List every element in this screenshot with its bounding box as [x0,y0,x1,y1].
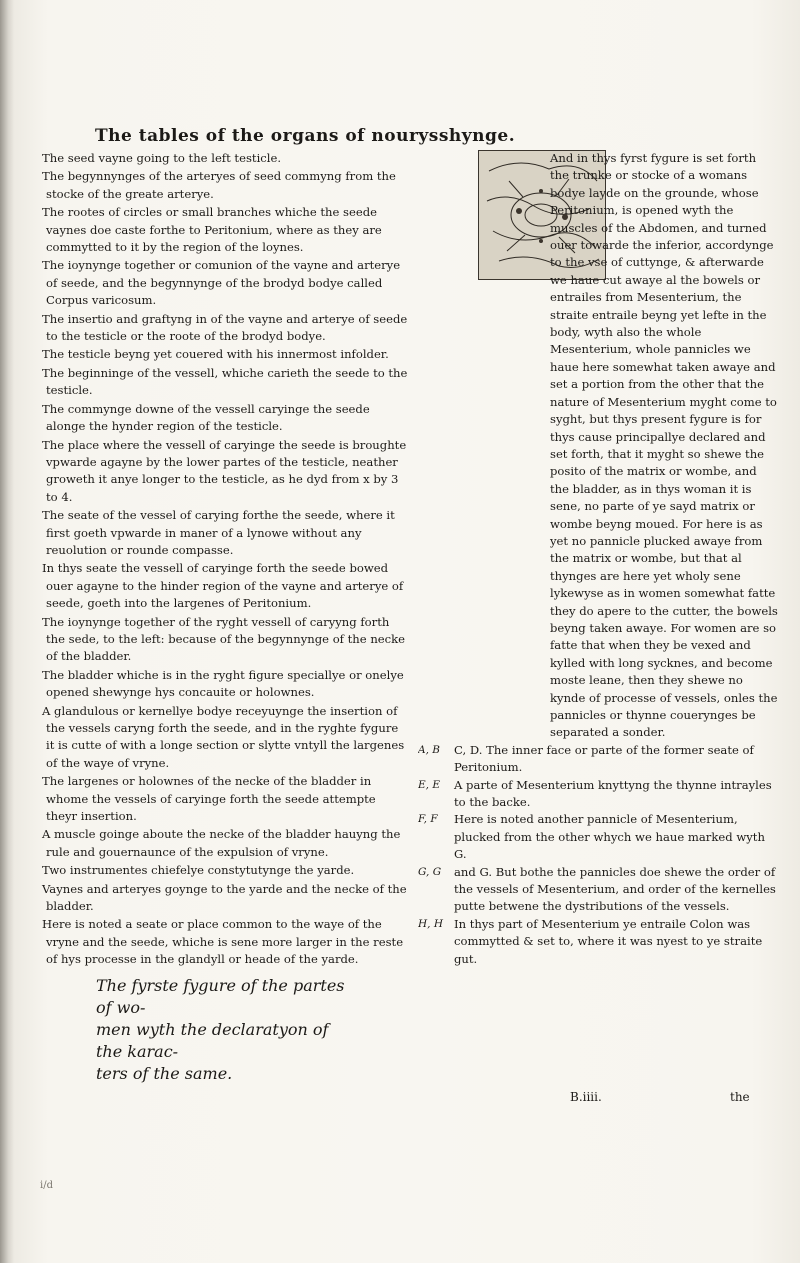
list-item: The ioynynge together of the ryght vessell of caryyng forth the sede, to the left: because of the begynnynge of the necke of the bladder. [42,614,406,664]
list-item: E, E A parte of Mesenterium knyttyng the thynne intrayles to the backe. [418,777,772,810]
list-item: The rootes of circles or small branches whiche the seede vaynes doe caste forthe to Peritonium, where as they are commytted to it by the region of the loynes. [42,205,382,255]
left-column [30,150,410,1070]
list-item: The place where the vessell of caryinge the seede is broughte vpwarde agayne by the lower partes of the testicle, neather groweth it anye longer to the testicle, as he dyd from x by 3 to 4. [42,437,407,504]
list-item: G, G and G. But bothe the pannicles doe shewe the order of the vessels of Mesenterium, and order of the kernelles putte betwene the dystributions of the vessels. [418,864,776,914]
list-item: A muscle goinge aboute the necke of the bladder hauyng the rule and gouernaunce of the expulsion of vryne. [42,827,401,859]
footer-signature [530,1090,770,1116]
right-column [418,150,778,970]
list-item: The testicle beyng yet couered with his innermost infolder. [42,347,389,362]
list-item: The bladder whiche is in the ryght figure speciallye or onelye opened shewynge hys concauite or holownes. [42,667,404,700]
list-item: The seed vayne going to the left testicle. [42,151,282,165]
page-header: The tables of the organs of nourysshynge. [95,126,516,146]
list-item: F, F Here is noted another pannicle of Mesenterium, plucked from the other whych we haue marked wyth G. [418,812,765,862]
list-item: The beginninge of the vessell, whiche carieth the seede to the testicle. [42,365,408,398]
list-item: The begynnynges of the arteryes of seed commyng from the stocke of the greate arterye. [42,169,396,201]
list-item: H, H In thys part of Mesenterium ye entraile Colon was commytted & set to, where it was nyest to ye straite gut. [418,916,763,966]
caption-line: The fyrste fygure of the partes of wo- [96,976,345,1017]
figure-caption [96,975,356,1085]
catchword: the [730,1090,750,1104]
list-item: Vaynes and arteryes goynge to the yarde and the necke of the bladder. [42,881,407,914]
list-item [418,968,778,970]
list-item: Two instrumentes chiefelye constytutynge the yarde. [42,863,355,878]
list-item: The seate of the vessel of carying forthe the seede, where it first goeth vpwarde in maner of a lynowe without any reuolution or rounde compasse. [42,508,395,557]
list-item: A glandulous or kernellye bodye receyuynge the insertion of the vessels caryng forth the seede, and in the ryghte fygure it is cutte of with a longe section or slytte vntyll the largenes of the waye of vryne. [42,703,405,770]
list-item: The ioynynge together or comunion of the vayne and arterye of seede, and the begynnynge of the brodyd bodye called Corpus varicosum. [42,258,401,308]
list-item: The largenes or holownes of the necke of the bladder in whome the vessels of caryinge forth the seede attempte theyr insertion. [42,774,376,824]
list-item: The commynge downe of the vessell caryinge the seede alonge the hynder region of the testicle. [42,401,370,434]
margin-mark: i/d [40,1180,53,1191]
signature-mark: B.iiii. [570,1090,602,1104]
list-item: The insertio and graftyng in of the vayne and arterye of seede to the testicle or the roote of the brodyd bodye. [42,311,408,344]
caption-line: men wyth the declaratyon of the karac- [96,1020,329,1061]
list-item: Here is noted a seate or place common to the waye of the vryne and the seede, whiche is sene more larger in the reste of hys processe in the glandyll or heade of the yarde. [42,917,404,967]
list-item: A, B C, D. The inner face or parte of the former seate of Peritonium. [418,742,754,775]
page-edge-shadow [0,0,14,1263]
caption-line: ters of the same. [96,1064,233,1083]
intro-paragraph: And in thys fyrst fygure is set forth the trunke or stocke of a womans bodye layde on the grounde, whose Peritonium, is opened wyth the muscles of the Abdomen, and turned ouer towarde the inferior, accordynge to the vse of cuttynge, & afterwarde we haue cut awaye al the bowels or entrailes from Mesenterium, the straite entraile beyng yet lefte in the body, wyth also the whole Mesenterium, whole pannicles we haue here somewhat taken awaye and set a portion from the other that the nature of Mesenterium myght come to syght, but thys present fygure is for thys cause principallye declared and set forth, that it myght so shewe the posito of the matrix or wombe, and the bladder, as in thys woman it is sene, no parte of ye sayd matrix or wombe beyng moued. For here is as yet no pannicle plucked awaye from the matrix or wombe, but that al thynges are here yet wholy sene lykewyse as in women somewhat fatte they do apere to the cutter, the bowels beyng taken awaye. For women are so fatte that when they be vexed and kylled with long sycknes, and become moste leane, then they shewe no kynde of processe of vessels, onles the pannicles or thynne couerynges be separated a sonder. [550,151,778,740]
list-item: In thys seate the vessell of caryinge forth the seede bowed ouer agayne to the hinder region of the vayne and arterye of seede, goeth into the largenes of Peritonium. [42,561,404,611]
